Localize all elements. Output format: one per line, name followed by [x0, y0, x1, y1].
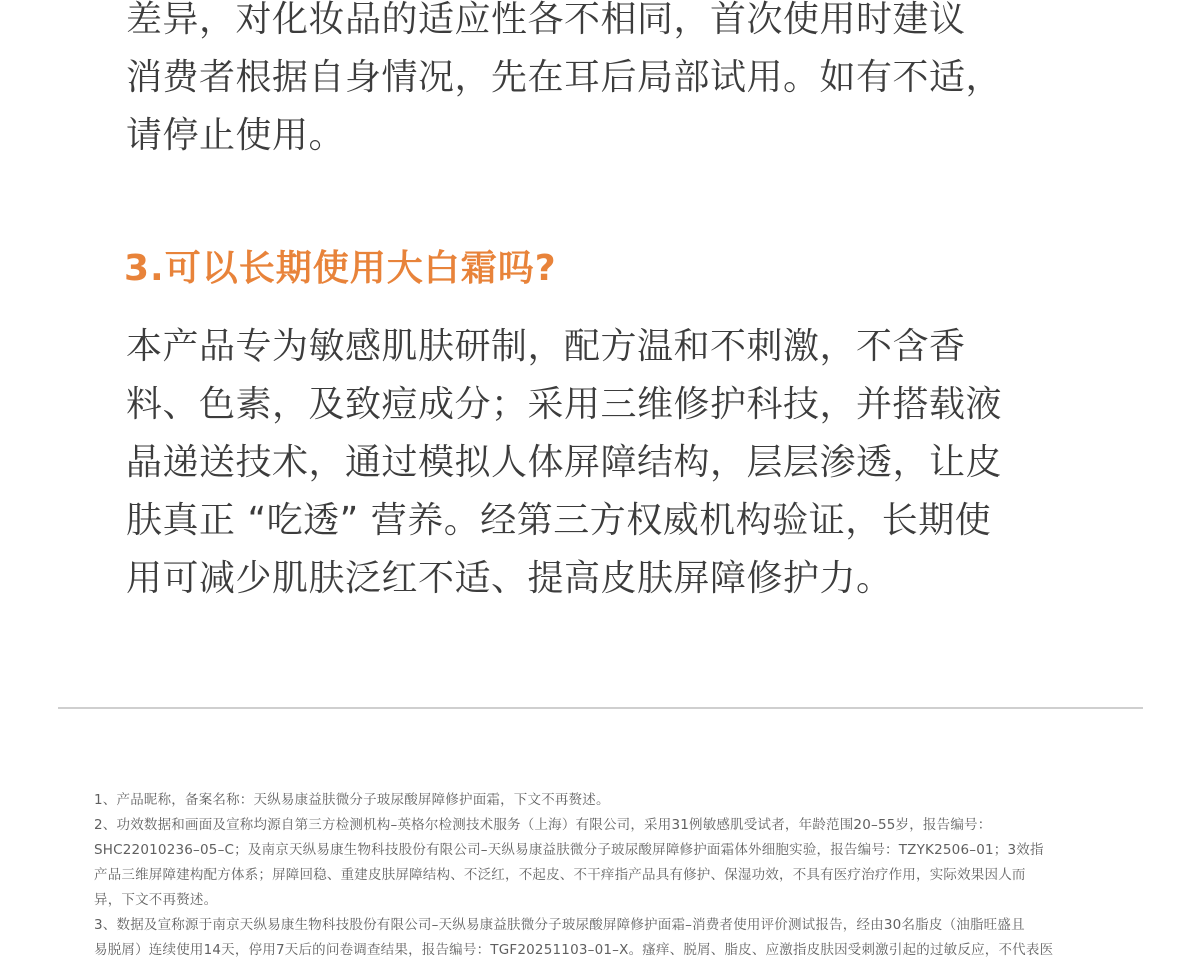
- faq-answer-line: 晶递送技术，通过模拟人体屏障结构，层层渗透，让皮: [126, 442, 1003, 483]
- footnotes-block: [94, 788, 1114, 963]
- footnote-line: 3、数据及宣称源于南京天纵易康生物科技股份有限公司–天纵易康益肤微分子玻尿酸屏障修护面霜–消费者使用评价测试报告，经由30名脂皮（油脂旺盛且: [94, 917, 1025, 933]
- previous-answer-line: 消费者根据自身情况，先在耳后局部试用。如有不适，: [126, 57, 1003, 98]
- previous-answer-paragraph: [126, 0, 1056, 165]
- faq-answer-line: 本产品专为敏感肌肤研制，配方温和不刺激，不含香: [126, 326, 966, 367]
- footnote-line: 1、产品昵称，备案名称：天纵易康益肤微分子玻尿酸屏障修护面霜，下文不再赘述。: [94, 792, 610, 808]
- previous-answer-line: 请停止使用。: [126, 115, 346, 156]
- footnote-line: 2、功效数据和画面及宣称均源自第三方检测机构–英格尔检测技术服务（上海）有限公司，采用31例敏感肌受试者，年龄范围20–55岁，报告编号：: [94, 817, 992, 833]
- faq-answer-line: 料、色素，及致痘成分；采用三维修护科技，并搭载液: [126, 384, 1003, 425]
- previous-answer-line: 差异，对化妆品的适应性各不相同，首次使用时建议: [126, 0, 966, 40]
- footnote-line: 易脱屑）连续使用14天，停用7天后的问卷调查结果，报告编号：TGF20251103–01–X。瘙痒、脱屑、脂皮、应激指皮肤因受刺激引起的过敏反应，不代表医: [94, 942, 1054, 958]
- footnote-line: SHC22010236–05–C；及南京天纵易康生物科技股份有限公司–天纵易康益肤微分子玻尿酸屏障修护面霜体外细胞实验，报告编号：TZYK2506–01；3效指: [94, 842, 1044, 858]
- section-divider: [58, 707, 1143, 709]
- faq-answer-line: 用可减少肌肤泛红不适、提高皮肤屏障修护力。: [126, 558, 893, 599]
- footnote-line: 产品三维屏障建构配方体系；屏障回稳、重建皮肤屏障结构、不泛红，不起皮、不干痒指产品具有修护、保湿功效，不具有医疗治疗作用，实际效果因人而: [94, 867, 1026, 883]
- faq-answer-paragraph: [126, 318, 1056, 608]
- faq-answer-line: 肤真正 “吃透” 营养。经第三方权威机构验证，长期使: [126, 500, 992, 541]
- footnote-line: 异，下文不再赘述。: [94, 892, 218, 908]
- faq-question-heading: 3.可以长期使用大白霜吗?: [124, 248, 557, 289]
